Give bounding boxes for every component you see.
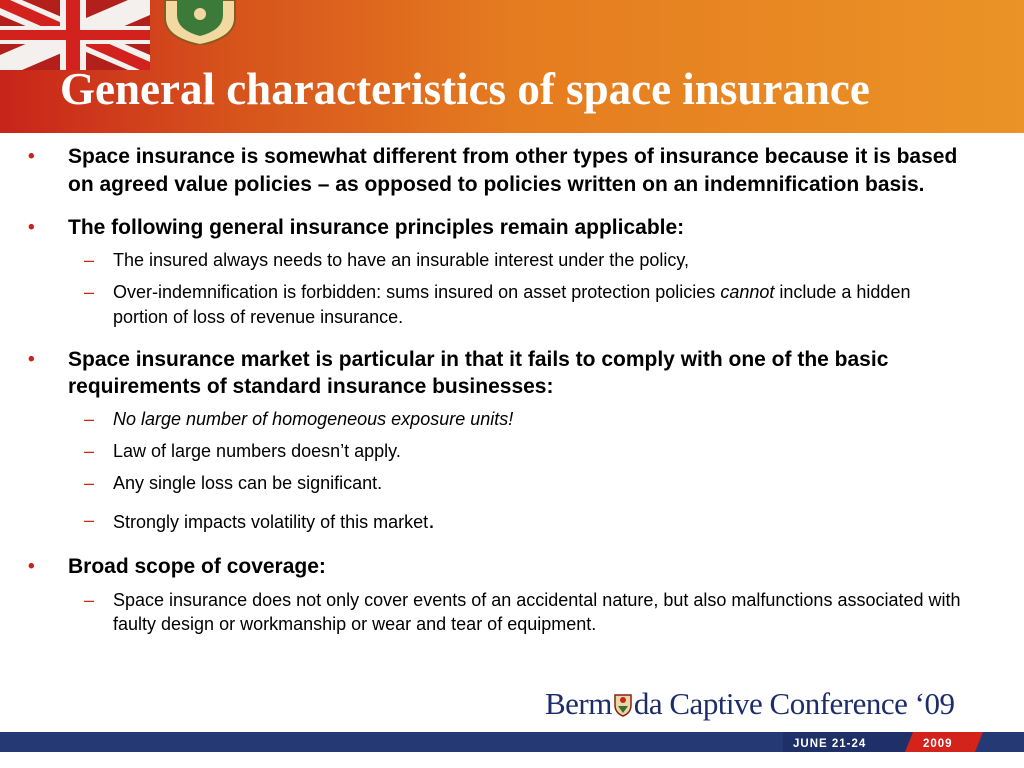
dash-marker: – bbox=[84, 440, 95, 461]
emphasis-text: cannot bbox=[720, 281, 775, 302]
bullet-marker: • bbox=[28, 217, 35, 238]
logo-text-end: da Captive Conference ‘09 bbox=[633, 686, 955, 721]
union-jack-flag-icon bbox=[0, 0, 150, 70]
footer-year: 2009 bbox=[923, 738, 953, 750]
dash-marker: – bbox=[84, 281, 95, 302]
bullet-text: Broad scope of coverage: bbox=[68, 554, 326, 578]
bullet-marker: • bbox=[28, 348, 35, 370]
sub-bullet-item bbox=[28, 508, 968, 535]
sub-bullet-item bbox=[28, 471, 968, 496]
slide-body bbox=[28, 143, 968, 636]
sub-bullet-text: Law of large numbers doesn’t apply. bbox=[113, 440, 401, 461]
sub-bullet-text: No large number of homogeneous exposure units! bbox=[113, 408, 514, 429]
sub-bullet-item bbox=[28, 280, 968, 330]
bullet-item bbox=[28, 553, 968, 581]
bullet-item bbox=[28, 346, 968, 401]
dash-marker: – bbox=[84, 249, 95, 270]
bullet-text: Space insurance is somewhat different from other types of insurance because it is based on agreed value policies – as opposed to policies written on an indemnification basis. bbox=[68, 145, 958, 196]
bermuda-seal-icon bbox=[155, 0, 245, 45]
dash-marker: – bbox=[84, 408, 95, 429]
sub-bullet-item bbox=[28, 407, 968, 432]
bullet-text: Space insurance market is particular in that it fails to comply with one of the basic requirements of standard insurance businesses: bbox=[68, 347, 889, 398]
sub-bullet-text: Space insurance does not only cover events of an accidental nature, but also malfunctions associated with faulty design or workmanship or wear and tear of equipment. bbox=[113, 590, 961, 634]
bullet-marker: • bbox=[28, 146, 35, 167]
sub-bullet-item bbox=[28, 588, 968, 636]
sub-bullet-text-cont: include a hidden portion of loss of revenue insurance. bbox=[113, 281, 911, 327]
conference-logo bbox=[545, 686, 955, 722]
dash-marker: – bbox=[84, 472, 95, 493]
dash-marker: – bbox=[84, 509, 95, 530]
sub-bullet-item bbox=[28, 248, 968, 273]
sub-bullet-text: Over-indemnification is forbidden: sums insured on asset protection policies bbox=[113, 281, 721, 302]
slide-title: General characteristics of space insurance bbox=[60, 64, 870, 114]
logo-text-start: Berm bbox=[545, 686, 612, 721]
bullet-text: The following general insurance principles remain applicable: bbox=[68, 216, 685, 239]
dash-marker: – bbox=[84, 590, 95, 610]
footer-date-banner bbox=[783, 732, 983, 752]
sub-bullet-period: . bbox=[428, 506, 435, 534]
bermuda-crest-icon bbox=[613, 693, 633, 717]
slide-header bbox=[0, 0, 1024, 133]
bullet-item bbox=[28, 143, 968, 198]
bullet-item bbox=[28, 214, 968, 242]
sub-bullet-text: Strongly impacts volatility of this market bbox=[113, 511, 429, 532]
sub-bullet-text: Any single loss can be significant. bbox=[113, 472, 383, 493]
sub-bullet-text: The insured always needs to have an insurable interest under the policy, bbox=[113, 249, 690, 270]
footer-dates: JUNE 21-24 bbox=[793, 738, 867, 750]
bullet-marker: • bbox=[28, 555, 35, 577]
sub-bullet-item bbox=[28, 439, 968, 464]
